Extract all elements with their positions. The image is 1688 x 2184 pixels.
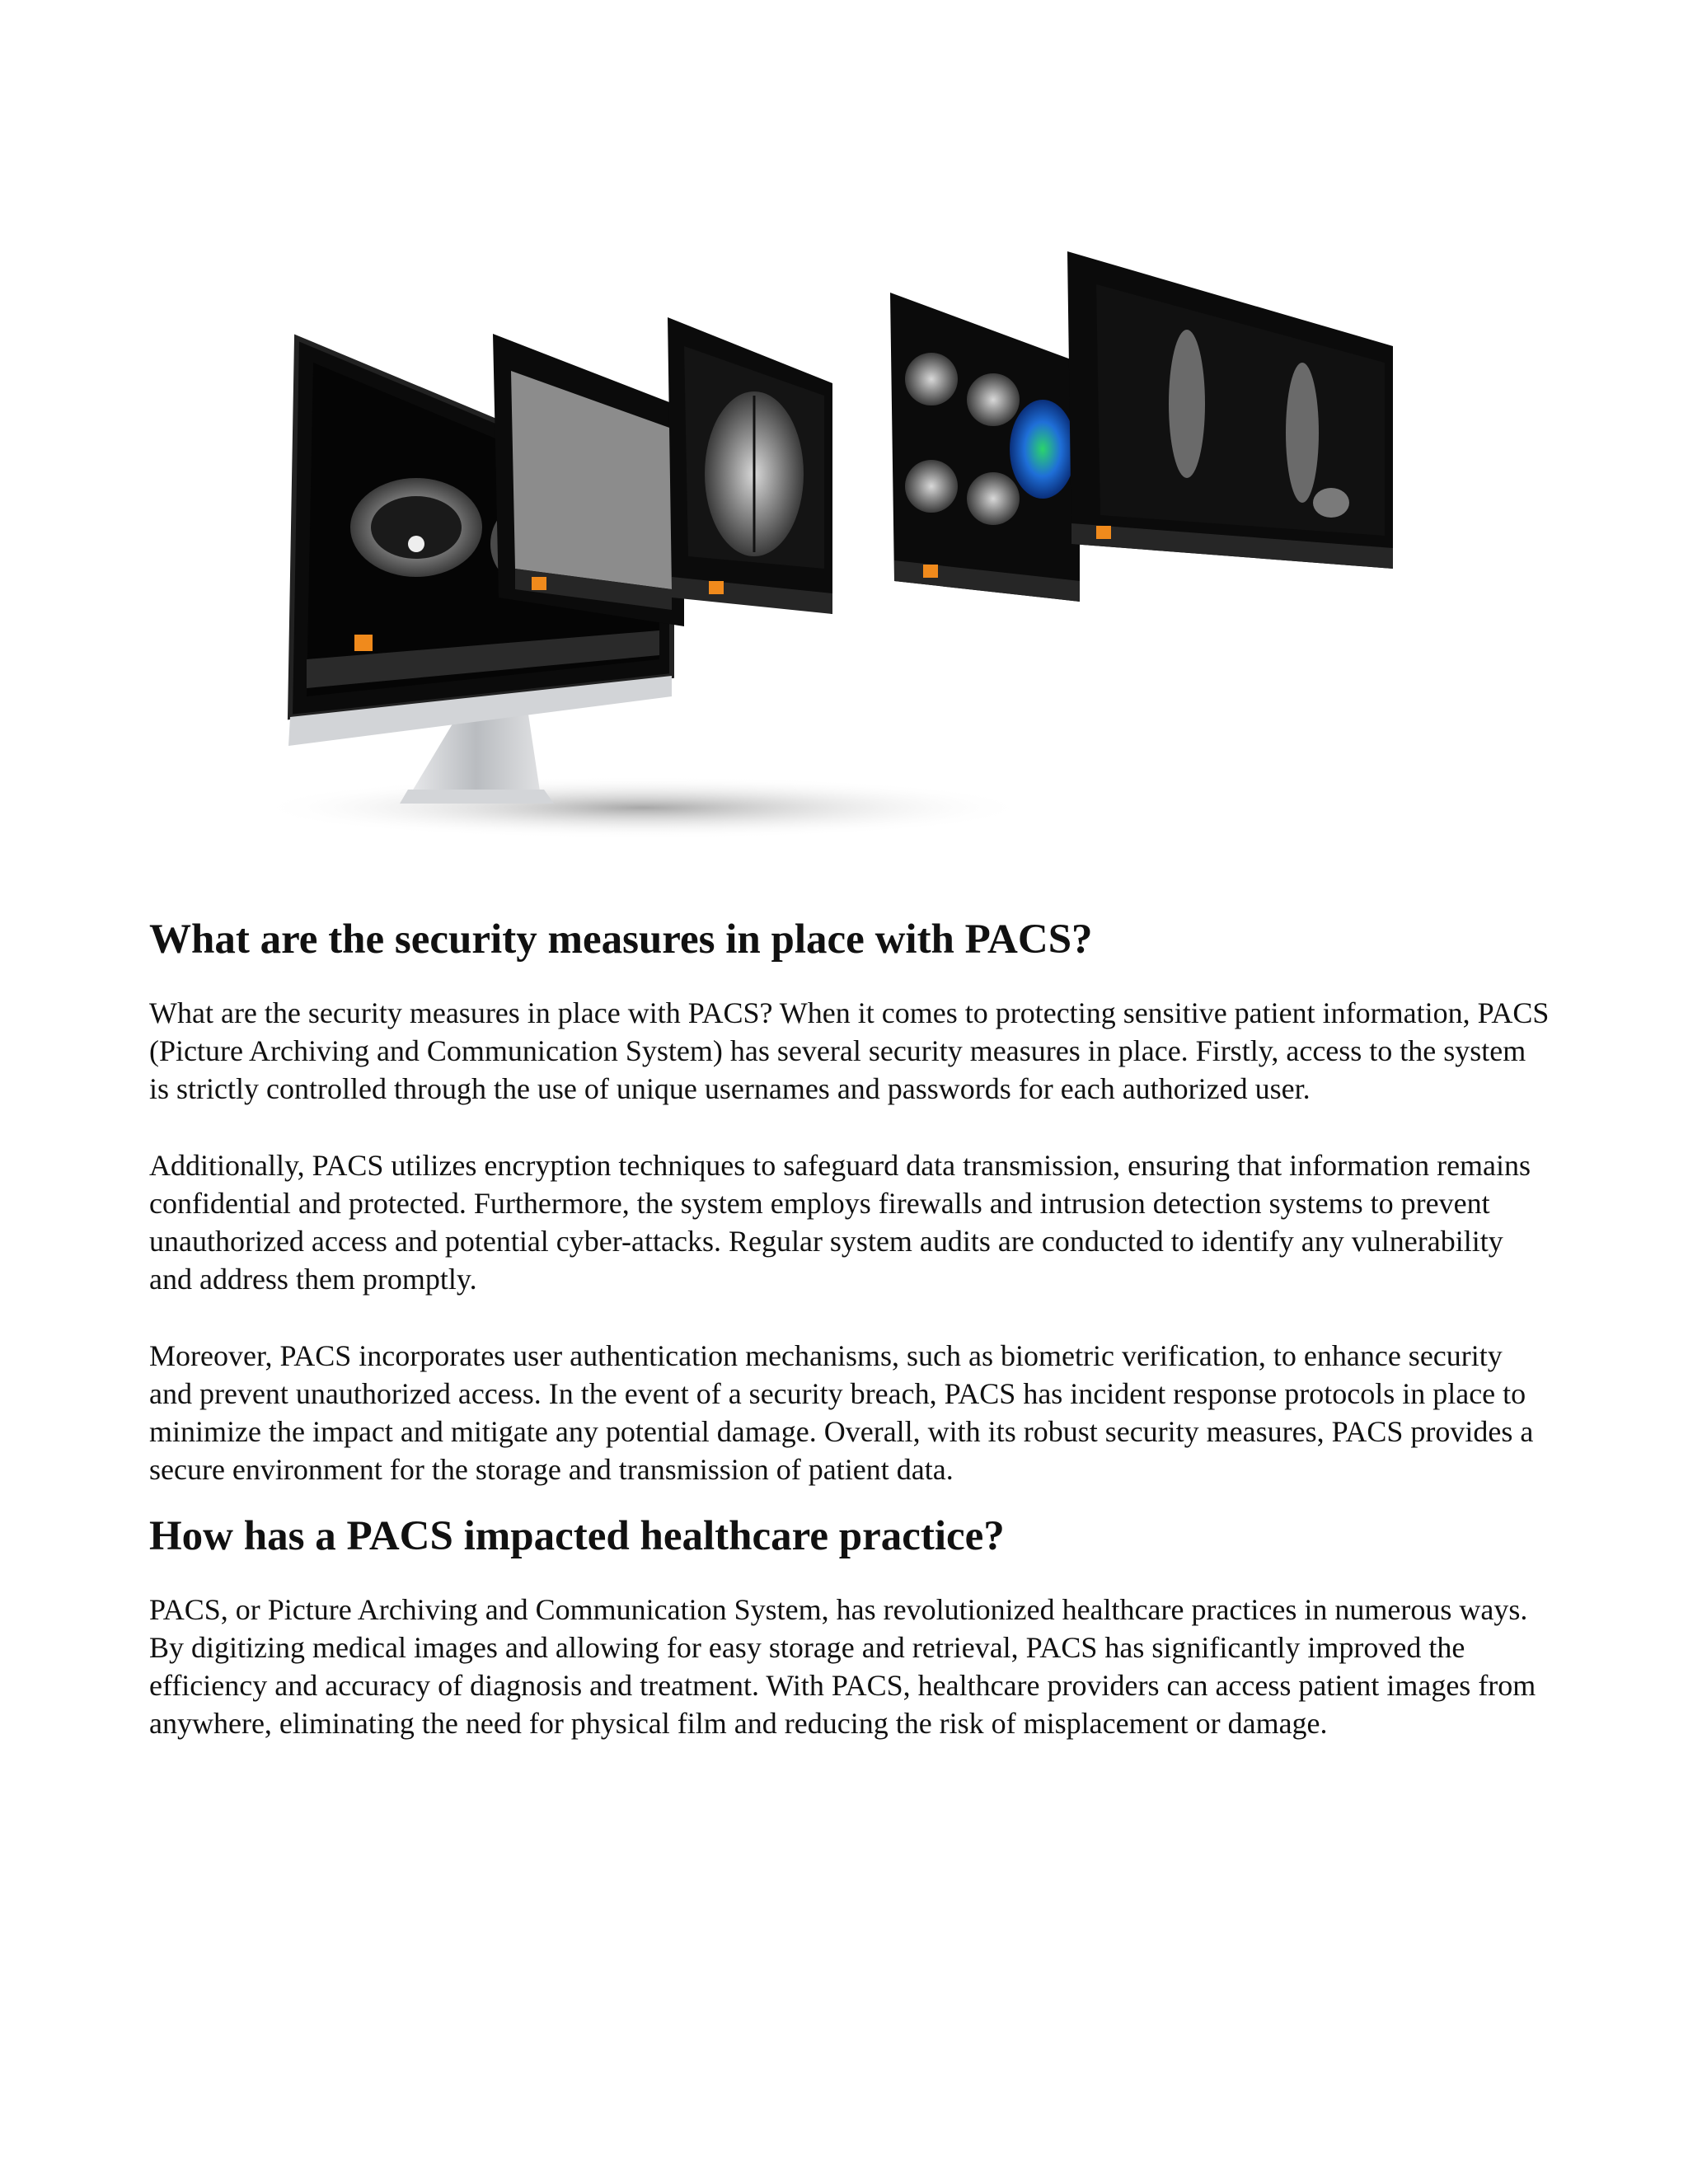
security-paragraph-1: What are the security measures in place with PACS? When it comes to protecting sensitive patient information, PACS (Picture Archiving and Communication System) has several security measures in place. Firstly, access to the system is strictly controlled through the use of unique usernames and passwords for each authorized user. (149, 996, 1550, 1105)
floating-screen-2 (493, 334, 684, 626)
security-paragraph-2: Additionally, PACS utilizes encryption techniques to safeguard data transmission, ensuring that information remains confidential and protected. Furthermore, the system employs firewalls and intrusion detection systems to prevent unauthorized access and potential cyber-attacks. Regular system audits are conducted to identify any vulnerability and address them promptly. (149, 1149, 1531, 1296)
section-heading-impact: How has a PACS impacted healthcare practice? (149, 1513, 1005, 1559)
pacs-monitors-illustration (0, 0, 1688, 882)
impact-paragraph-1: PACS, or Picture Archiving and Communication System, has revolutionized healthcare practices in numerous ways. By digitizing medical images and allowing for easy storage and retrieval, PACS has significantly improved the efficiency and accuracy of diagnosis and treatment. With PACS, healthcare providers can access patient images from anywhere, eliminating the need for physical film and reducing the risk of misplacement or damage. (149, 1593, 1536, 1740)
security-paragraph-3: Moreover, PACS incorporates user authentication mechanisms, such as biometric verification, to enhance security and prevent unauthorized access. In the event of a security breach, PACS has incident response protocols in place to minimize the impact and mitigate any potential damage. Overall, with its robust security measures, PACS provides a secure environment for the storage and transmission of patient data. (149, 1339, 1534, 1486)
floating-screen-3 (668, 317, 832, 614)
section-heading-security: What are the security measures in place with PACS? (149, 916, 1093, 963)
hero-illustration (0, 0, 1688, 882)
monitor-shadow (256, 776, 1030, 839)
floating-screen-5 (1067, 251, 1393, 569)
floating-screen-4 (890, 293, 1080, 602)
article-body (149, 913, 1550, 1781)
